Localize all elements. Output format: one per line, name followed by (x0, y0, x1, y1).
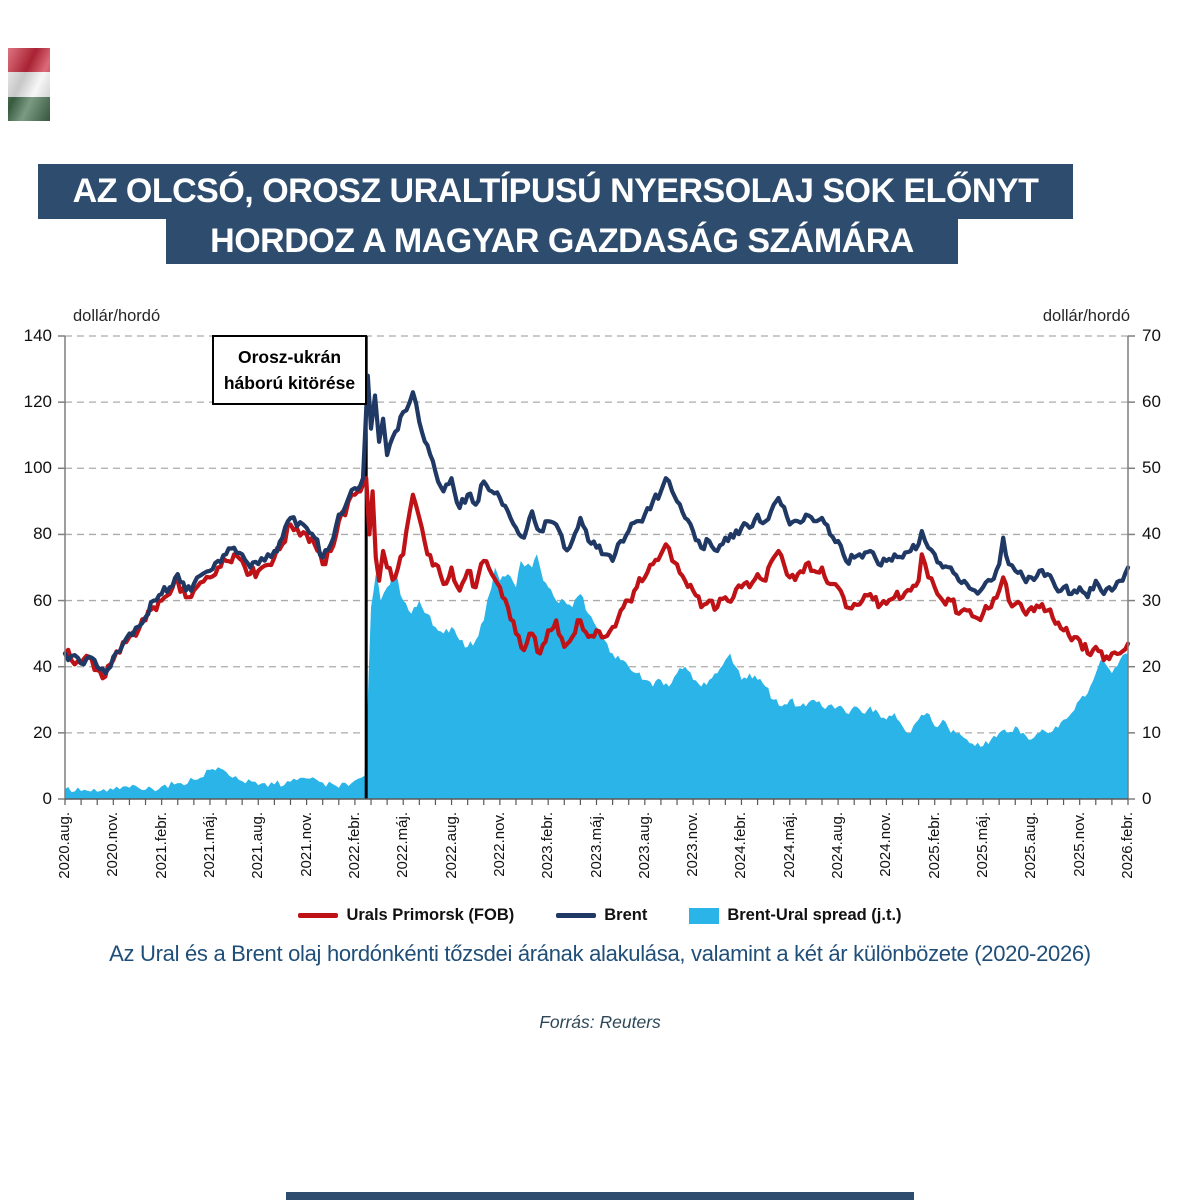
chart-caption: Az Ural és a Brent olaj hordónkénti tőzsdei árának alakulása, valamint a két ár különbözete (2020-2026) (109, 941, 1091, 966)
legend-item-brent (556, 906, 647, 925)
legend-item-urals (298, 906, 514, 925)
x-axis-tick-label: 2022.máj. (394, 812, 412, 878)
right-axis-tick-label: 20 (1142, 656, 1161, 676)
x-axis-tick-label: 2023.febr. (539, 812, 557, 879)
x-axis-tick-label: 2024.aug. (829, 812, 847, 879)
x-axis-tick-label: 2024.máj. (780, 812, 798, 878)
x-axis-tick-label: 2021.nov. (297, 812, 315, 877)
legend-item-spread (689, 906, 901, 925)
right-axis-tick-label: 70 (1142, 326, 1161, 345)
spread-area-swatch (689, 908, 719, 924)
left-axis-unit-label: dollár/hordó (73, 307, 161, 325)
legend-label-brent: Brent (604, 906, 648, 924)
left-axis-tick-label: 20 (33, 722, 52, 742)
x-axis-tick-label: 2021.máj. (200, 812, 218, 878)
left-axis-tick-label: 0 (42, 789, 52, 808)
right-axis-tick-label: 40 (1142, 524, 1161, 544)
flag-sheen (8, 48, 50, 121)
x-axis-tick-label: 2024.febr. (732, 812, 750, 879)
x-axis-tick-label: 2022.nov. (490, 812, 508, 877)
price-chart (55, 334, 1140, 810)
brent-line-swatch (556, 913, 596, 918)
right-axis-tick-label: 30 (1142, 590, 1161, 610)
title-line-2: HORDOZ A MAGYAR GAZDASÁG SZÁMÁRA (166, 219, 958, 264)
left-axis-tick-label: 80 (33, 524, 52, 544)
x-axis-tick-label: 2021.febr. (152, 812, 170, 879)
spread-area (65, 554, 1128, 799)
urals-line-swatch (298, 913, 338, 918)
war-annotation-box (212, 335, 367, 405)
x-axis-tick-label: 2023.nov. (684, 812, 702, 877)
right-axis-unit-label: dollár/hordó (1042, 307, 1130, 325)
x-axis-tick-label: 2026.febr. (1119, 812, 1136, 879)
left-axis-tick-label: 140 (23, 326, 52, 345)
legend-label-spread: Brent-Ural spread (j.t.) (727, 906, 902, 924)
x-axis-tick-label: 2022.febr. (345, 812, 363, 879)
x-axis-tick-label: 2025.nov. (1070, 812, 1088, 877)
left-axis-tick-label: 100 (23, 458, 52, 478)
x-axis-tick-label: 2025.aug. (1022, 812, 1040, 879)
left-axis-tick-label: 40 (33, 656, 52, 676)
x-axis-tick-label: 2022.aug. (442, 812, 460, 879)
right-axis-tick-label: 0 (1142, 789, 1152, 808)
title-line-1: AZ OLCSÓ, OROSZ URALTÍPUSÚ NYERSOLAJ SOK ELŐNYT (38, 164, 1073, 219)
x-axis-tick-label: 2023.máj. (587, 812, 605, 878)
x-axis-tick-label: 2023.aug. (635, 812, 653, 879)
hungary-flag (8, 48, 50, 121)
x-axis-tick-label: 2025.febr. (925, 812, 943, 879)
right-axis-tick-label: 60 (1142, 392, 1161, 412)
x-axis-tick-label: 2025.máj. (974, 812, 992, 878)
war-annotation-line2: háború kitörése (223, 373, 356, 393)
chart-legend (0, 906, 1200, 925)
left-axis-tick-label: 60 (33, 590, 52, 610)
right-axis-tick-label: 50 (1142, 458, 1161, 478)
source-label: Forrás: Reuters (539, 1012, 661, 1032)
right-axis-tick-label: 10 (1142, 722, 1161, 742)
x-axis-tick-label: 2020.nov. (104, 812, 122, 877)
x-axis-tick-label: 2021.aug. (249, 812, 267, 879)
legend-label-urals: Urals Primorsk (FOB) (346, 906, 515, 924)
x-axis-tick-label: 2020.aug. (56, 812, 73, 879)
war-annotation-line1: Orosz-ukrán (237, 347, 342, 367)
footer-bar (286, 1192, 914, 1200)
left-axis-tick-label: 120 (23, 392, 52, 412)
x-axis-tick-label: 2024.nov. (877, 812, 895, 877)
